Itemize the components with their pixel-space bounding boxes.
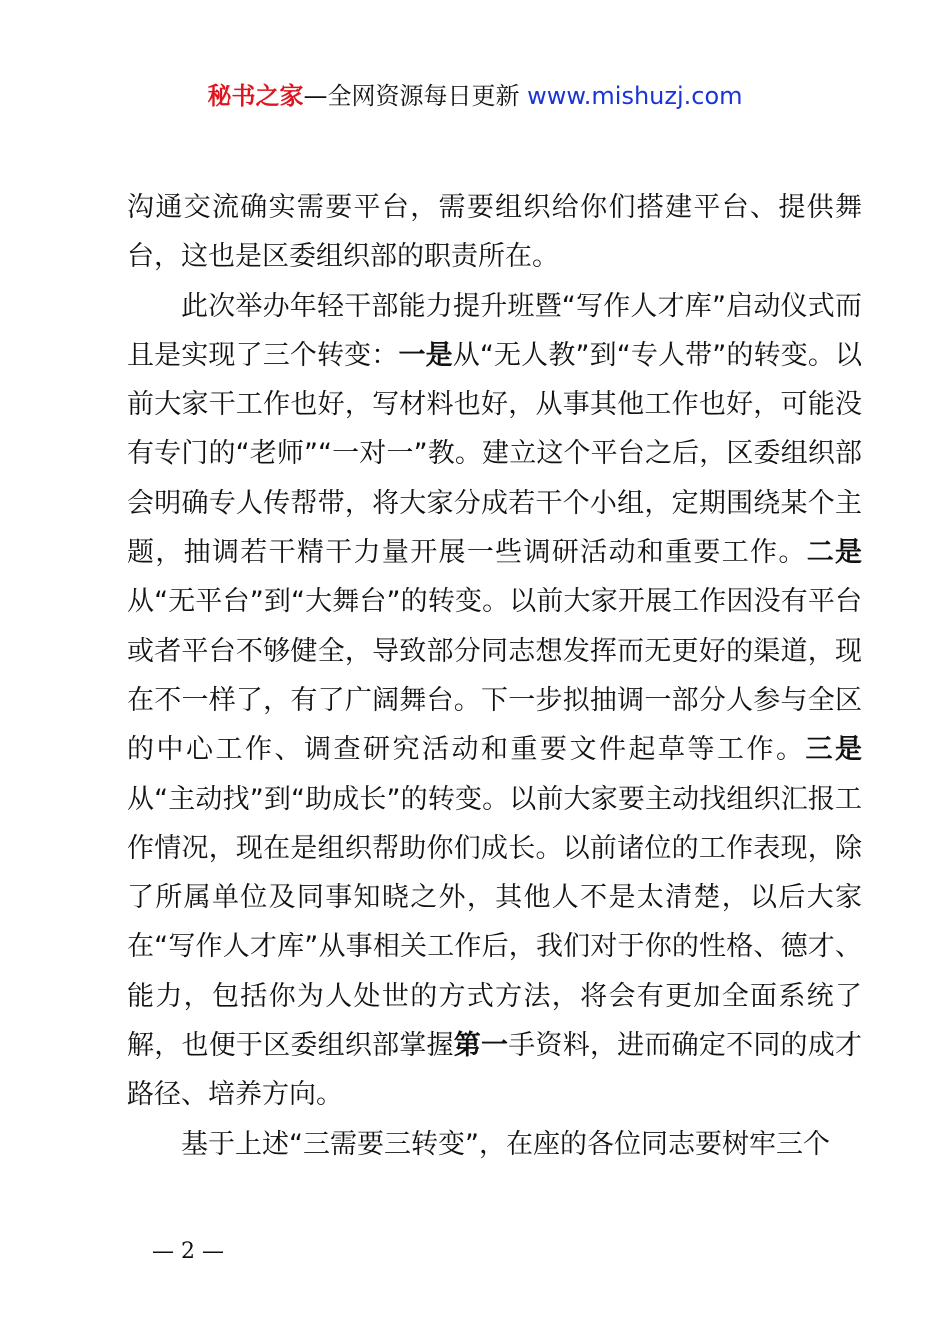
brand-name: 秘书之家	[207, 82, 304, 110]
paragraph-1: 沟通交流确实需要平台，需要组织给你们搭建平台、提供舞台，这也是区委组织部的职责所在。	[127, 192, 862, 273]
point-two-text: 从“无平台”到“大舞台”的转变。以前大家开展工作因没有平台或者平台不够健全，导致部分同志想发挥而无更好的渠道，现在不一样了，有了广阔舞台。下一步拟抽调一部分人参与全区的中心工作、调查研究活动和重要文件起草等工作。	[127, 586, 862, 766]
first-hand-bold: 第一	[453, 1030, 509, 1062]
page-number: — 2 —	[152, 1239, 224, 1264]
page-header	[0, 80, 950, 112]
point-one-text: 从“无人教”到“专人带”的转变。以前大家干工作也好，写材料也好，从事其他工作也好，可能没有专门的“老师”“一对一”教。建立这个平台之后，区委组织部会明确专人传帮带，将大家分成若干个小组，定期围绕某个主题，抽调若干精干力量开展一些调研活动和重要工作。	[127, 339, 863, 569]
header-url: www.mishuzj.com	[527, 82, 743, 110]
paragraph-2-intro: 此次举办年轻干部能力提升班暨“写作人才库”启动仪式而且是实现了三个转变：	[127, 290, 862, 371]
point-three-label: 三是	[805, 734, 862, 766]
paragraph-2-end: 手资料，进而确定不同的成才路径、培养方向。	[127, 1030, 863, 1111]
point-one-label: 一是	[398, 339, 453, 371]
header-slogan: —全网资源每日更新	[303, 82, 520, 110]
document-body	[127, 183, 862, 1169]
paragraph-3: 基于上述“三需要三转变”，在座的各位同志要树牢三个	[181, 1128, 830, 1160]
point-three-text: 从“主动找”到“助成长”的转变。以前大家要主动找组织汇报工作情况，现在是组织帮助你们成长。以前诸位的工作表现，除了所属单位及同事知晓之外，其他人不是太清楚，以后大家在“写作人才库”从事相关工作后，我们对于你的性格、德才、能力，包括你为人处世的方式方法，将会有更加全面系统了解，也便于区委组织部掌握	[127, 783, 862, 1062]
point-two-label: 二是	[806, 537, 863, 569]
paragraph-2	[127, 282, 862, 1120]
